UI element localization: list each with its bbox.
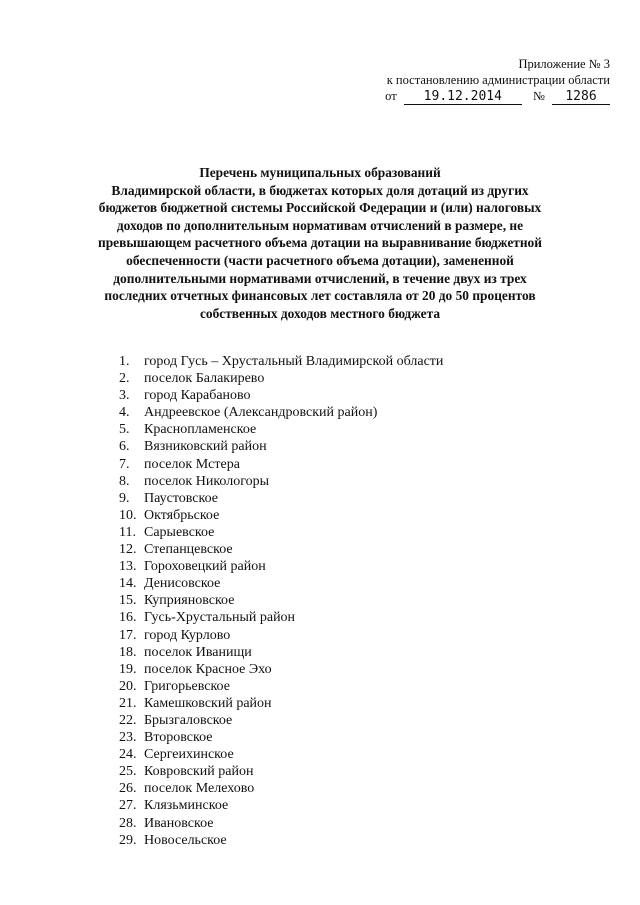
municipality-name: поселок Мелехово — [144, 781, 255, 797]
item-number: 25. — [119, 764, 137, 780]
list-item — [119, 456, 443, 473]
list-item — [119, 575, 443, 592]
item-number: 28. — [119, 815, 137, 831]
item-number: 16. — [119, 610, 137, 626]
list-item — [119, 644, 443, 661]
list-item — [119, 558, 443, 575]
list-item — [119, 438, 443, 455]
list-item — [119, 780, 443, 797]
municipality-list — [119, 353, 443, 849]
item-number: 22. — [119, 712, 137, 728]
municipality-name: Ивановское — [144, 815, 214, 831]
item-number: 24. — [119, 747, 137, 763]
list-item — [119, 387, 443, 404]
title-line: бюджетов бюджетной системы Российской Федерации и (или) налоговых — [98, 200, 542, 216]
item-number: 11. — [119, 524, 136, 540]
municipality-name: Гороховецкий район — [144, 559, 266, 575]
item-number: 26. — [119, 781, 137, 797]
item-number: 5. — [119, 422, 130, 438]
appendix-header — [350, 56, 610, 105]
item-number: 20. — [119, 678, 137, 694]
municipality-name: город Карабаново — [144, 388, 251, 404]
item-number: 15. — [119, 593, 137, 609]
list-item — [119, 507, 443, 524]
title-line: превышающем расчетного объема дотации на выравнивание бюджетной — [98, 235, 542, 251]
municipality-name: Денисовское — [144, 576, 221, 592]
number-prefix: № — [532, 89, 545, 103]
title-line: последних отчетных финансовых лет составляла от 20 до 50 процентов — [104, 288, 536, 304]
municipality-name: поселок Красное Эхо — [144, 661, 272, 677]
municipality-name: Сарыевское — [144, 524, 215, 540]
list-item — [119, 746, 443, 763]
municipality-name: поселок Никологоры — [144, 473, 270, 489]
list-item — [119, 627, 443, 644]
item-number: 1. — [119, 354, 130, 369]
item-number: 9. — [119, 490, 130, 506]
item-number: 27. — [119, 798, 137, 814]
municipality-name: поселок Мстера — [144, 456, 240, 472]
item-number: 14. — [119, 576, 137, 592]
list-item — [119, 609, 443, 626]
appendix-label: Приложение № 3 — [518, 57, 610, 71]
list-item — [119, 815, 443, 832]
municipality-name: Степанцевское — [144, 542, 233, 558]
list-item — [119, 763, 443, 780]
item-number: 19. — [119, 661, 137, 677]
municipality-name: Сергеихинское — [144, 747, 234, 763]
title-line: собственных доходов местного бюджета — [199, 305, 441, 321]
list-item — [119, 370, 443, 387]
list-item — [119, 473, 443, 490]
item-number: 4. — [119, 405, 130, 421]
title-line: доходов по дополнительным нормативам отчислений в размере, не — [116, 217, 524, 233]
list-item — [119, 712, 443, 729]
municipality-name: Паустовское — [144, 490, 218, 506]
list-item — [119, 421, 443, 438]
item-number: 10. — [119, 507, 137, 523]
list-item — [119, 353, 443, 370]
municipality-name: поселок Иванищи — [144, 644, 252, 660]
title-line: Владимирской области, в бюджетах которых доля дотаций из других — [111, 182, 529, 198]
item-number: 2. — [119, 371, 130, 387]
title-line: Перечень муниципальных образований — [199, 165, 441, 180]
municipality-name: Гусь-Хрустальный район — [144, 610, 296, 626]
list-item — [119, 729, 443, 746]
municipality-name: Краснопламенское — [144, 422, 257, 438]
municipality-name: Андреевское (Александровский район) — [144, 405, 378, 421]
list-item — [119, 404, 443, 421]
municipality-name: Октябрьское — [144, 507, 220, 523]
item-number: 8. — [119, 473, 130, 489]
municipality-name: Второвское — [144, 730, 213, 746]
item-number: 23. — [119, 730, 137, 746]
municipality-name: Брызгаловское — [144, 712, 233, 728]
municipality-name: Камешковский район — [144, 695, 272, 711]
item-number: 12. — [119, 542, 137, 558]
municipality-name: Новосельское — [144, 832, 227, 848]
document-title — [90, 164, 550, 322]
decree-number: 1286 — [552, 90, 610, 105]
title-line: дополнительными нормативами отчислений, в течение двух из трех — [113, 270, 527, 286]
municipality-name: Клязьминское — [144, 798, 229, 814]
date-prefix: от — [385, 89, 397, 103]
municipality-name: Куприяновское — [144, 593, 235, 609]
item-number: 17. — [119, 627, 137, 643]
item-number: 6. — [119, 439, 130, 455]
item-number: 3. — [119, 388, 130, 404]
municipality-name: город Курлово — [144, 627, 231, 643]
list-item — [119, 592, 443, 609]
title-line: обеспеченности (части расчетного объема дотации), замененной — [126, 252, 514, 268]
municipality-name: Григорьевское — [144, 678, 230, 694]
list-item — [119, 661, 443, 678]
list-item — [119, 797, 443, 814]
list-item — [119, 695, 443, 712]
item-number: 13. — [119, 559, 137, 575]
list-item — [119, 524, 443, 541]
item-number: 21. — [119, 695, 137, 711]
municipality-name: Вязниковский район — [144, 439, 267, 455]
item-number: 7. — [119, 456, 130, 472]
decree-reference: к постановлению администрации области — [386, 73, 610, 87]
municipality-name: Ковровский район — [144, 764, 254, 780]
municipality-name: поселок Балакирево — [144, 371, 265, 387]
list-item — [119, 541, 443, 558]
decree-date-number — [350, 88, 610, 105]
decree-date: 19.12.2014 — [404, 90, 522, 105]
municipality-name: город Гусь – Хрустальный Владимирской области — [144, 354, 444, 369]
item-number: 29. — [119, 832, 137, 848]
list-item — [119, 678, 443, 695]
list-item — [119, 490, 443, 507]
list-item — [119, 832, 443, 849]
item-number: 18. — [119, 644, 137, 660]
